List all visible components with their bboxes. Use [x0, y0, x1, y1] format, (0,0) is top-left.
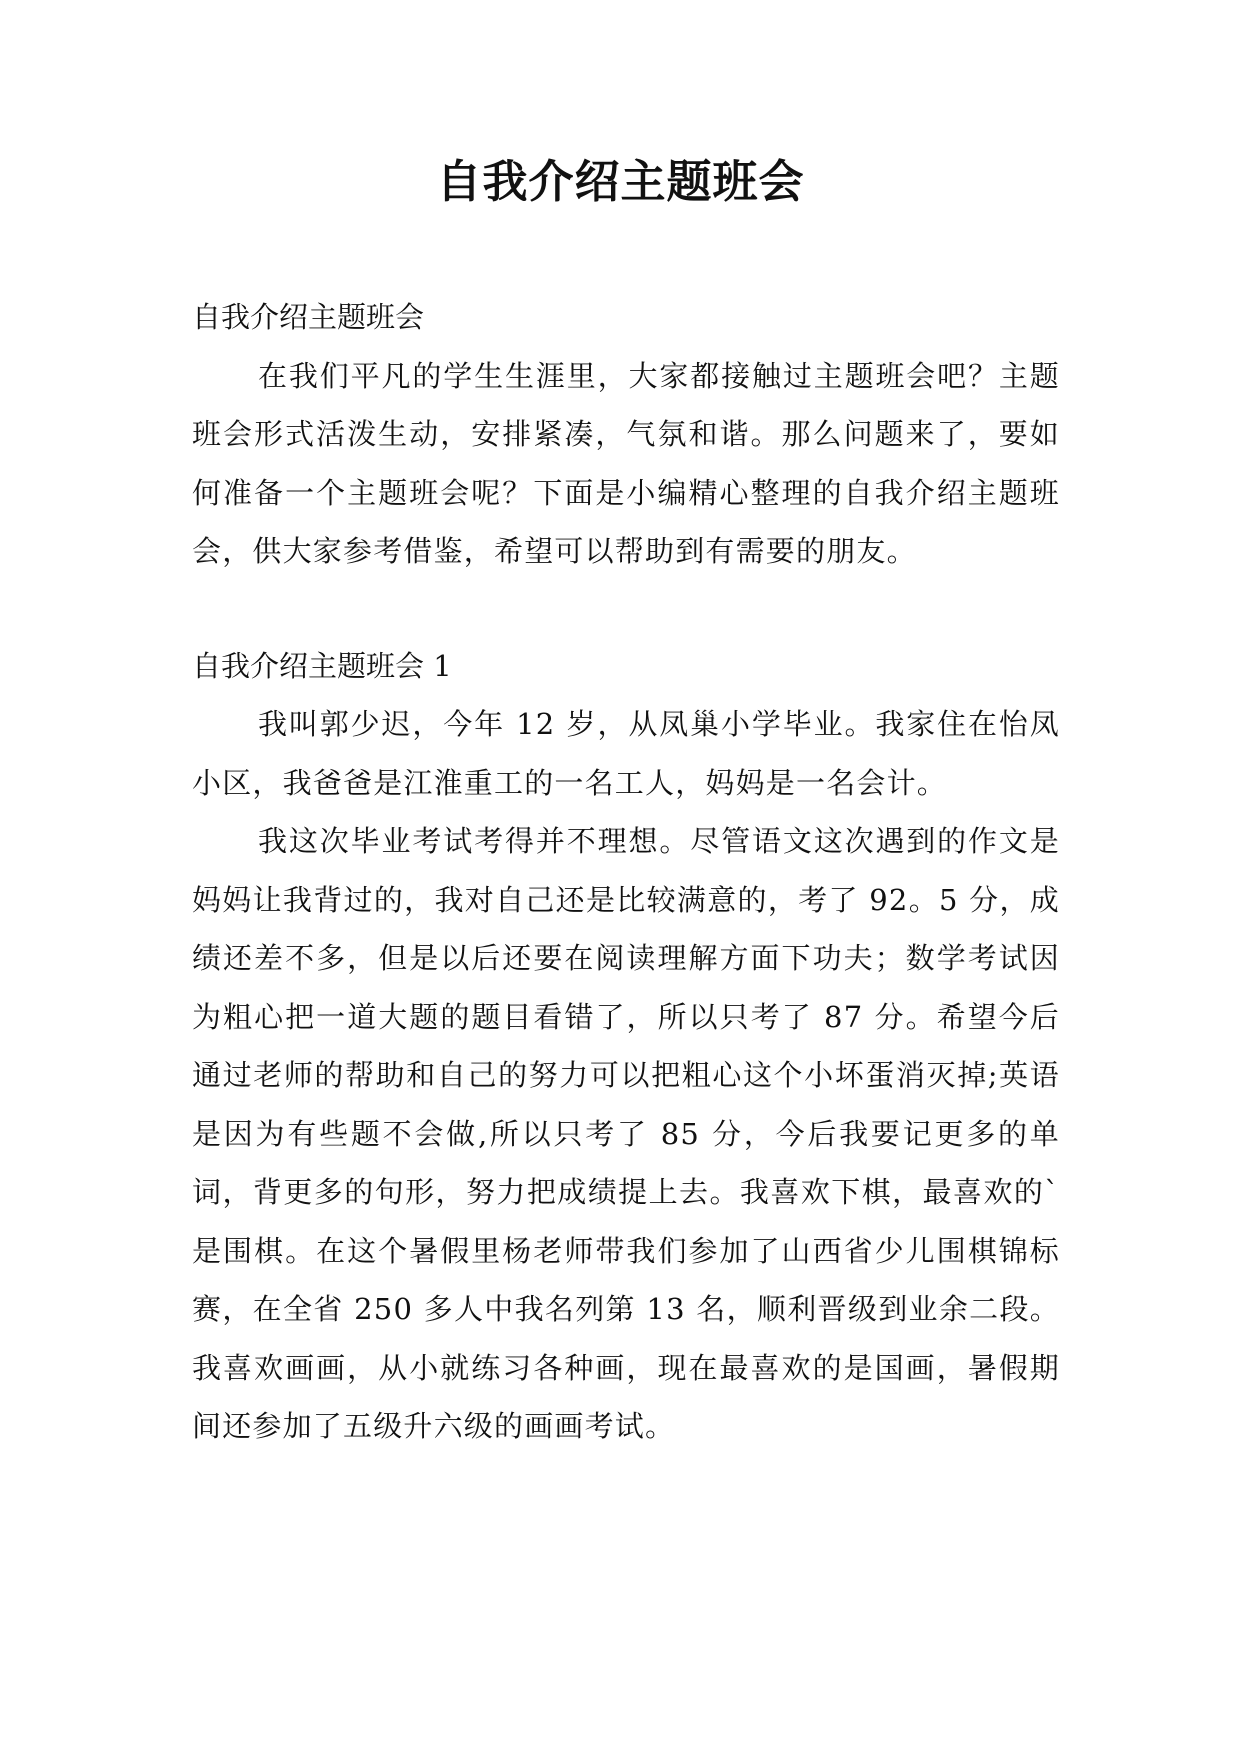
section-1-paragraph-2: 我这次毕业考试考得并不理想。尽管语文这次遇到的作文是妈妈让我背过的，我对自己还是比较满意的，考了 92。5 分，成绩还差不多，但是以后还要在阅读理解方面下功夫；数学考试因为粗心把一道大题的题目看错了，所以只考了 87 分。希望今后通过老师的帮助和自己的努力可以把粗心这个小坏蛋消灭掉;英语是因为有些题不会做,所以只考了 85 分，今后我要记更多的单词，背更多的句形，努力把成绩提上去。我喜欢下棋，最喜欢的`是围棋。在这个暑假里杨老师带我们参加了山西省少儿围棋锦标赛，在全省 250 多人中我名列第 13 名，顺利晋级到业余二段。我喜欢画画，从小就练习各种画，现在最喜欢的是国画，暑假期间还参加了五级升六级的画画考试。: [192, 824, 1060, 1443]
section-heading-1: 自我介绍主题班会 1: [192, 648, 452, 683]
document-body: [192, 288, 1060, 1456]
intro-paragraph: 在我们平凡的学生生涯里，大家都接触过主题班会吧？主题班会形式活泼生动，安排紧凑，气氛和谐。那么问题来了，要如何准备一个主题班会呢？下面是小编精心整理的自我介绍主题班会，供大家参考借鉴，希望可以帮助到有需要的朋友。: [192, 358, 1060, 568]
document-title: 自我介绍主题班会: [436, 155, 805, 208]
section-1-paragraph-1: 我叫郭少迟，今年 12 岁，从凤巢小学毕业。我家住在怡凤小区，我爸爸是江淮重工的一名工人，妈妈是一名会计。: [192, 707, 1060, 800]
intro-heading: 自我介绍主题班会: [192, 300, 425, 334]
section-spacer: [192, 581, 1060, 637]
